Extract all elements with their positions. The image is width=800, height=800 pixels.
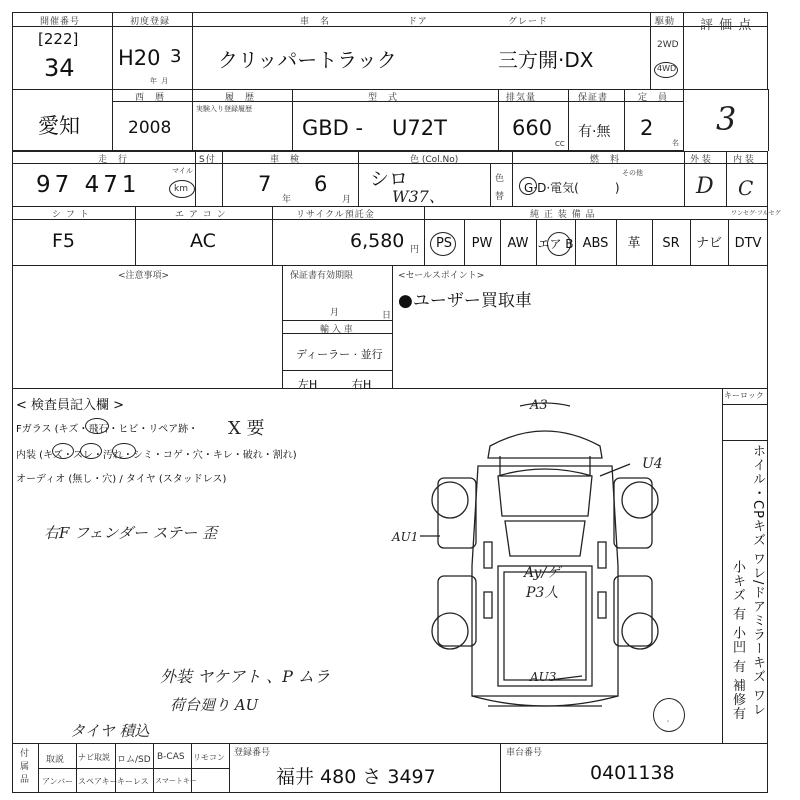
mileage-unit: km: [174, 184, 188, 194]
model-code: U72T: [392, 116, 447, 140]
interior: C: [738, 176, 754, 200]
warranty-expiry-label: 保証書有効期限: [290, 271, 354, 281]
recycle-label: リサイクル預託金: [296, 210, 375, 220]
attach-bcas: B-CAS: [157, 752, 185, 762]
color-label: 色 (Col.No): [410, 155, 459, 165]
import-left: 左H: [298, 378, 318, 391]
import-right: 右H: [352, 378, 372, 391]
interior-label: 内 装: [733, 155, 754, 165]
side-defects-1: ホイル・CPキズ ワレ/ドアミラーキズ ワレ: [750, 444, 765, 717]
equip-sr: SR: [662, 236, 680, 251]
attach-keyless: キーレス: [117, 777, 149, 786]
drive-4wd: 4WD: [657, 64, 677, 73]
diag-u4: U4: [642, 456, 663, 472]
glass-line: Fガラス (キズ・飛石・ヒビ・リペア跡・: [16, 424, 199, 435]
side-defects-2: 小キズ 有 小凹 有 補修有: [730, 560, 745, 721]
door-label: ドア: [408, 17, 428, 27]
color-code: W37、: [392, 187, 445, 206]
spare-tire-circle: [653, 698, 685, 732]
model-label: 型 式: [368, 93, 399, 103]
equipment-label: 純 正 装 備 品: [530, 210, 596, 220]
grade-label: グレード: [508, 17, 549, 27]
score-label: 評 価 点: [700, 18, 753, 33]
exterior: D: [696, 174, 714, 199]
chassis-label: 車台番号: [506, 748, 543, 758]
glass-mark: X 要: [228, 418, 265, 439]
attach-remote: リモコン: [193, 753, 225, 762]
venue-label: 開催番号: [40, 17, 81, 27]
attachments-label: 付属品: [20, 749, 30, 785]
warranty-label: 保証書: [578, 93, 609, 103]
capacity-unit: 名: [672, 139, 679, 147]
interior-rub-circle: [80, 443, 102, 459]
plate-number: 福井 480 さ 3497: [276, 766, 436, 788]
keylock-label: キーロック: [724, 391, 764, 400]
inspector-title: < 検査員記入欄 >: [16, 398, 125, 413]
ac: AC: [190, 230, 216, 252]
car-name-label: 車 名: [300, 17, 331, 27]
attach-smart-key: スマートキー: [155, 777, 197, 785]
diag-a3: A3: [530, 398, 548, 413]
displacement: 660: [512, 116, 553, 140]
model-prefix: GBD -: [302, 116, 364, 140]
mileage-unit-top: マイル: [172, 167, 193, 175]
fuel-other: その他: [622, 169, 643, 177]
mileage: 97 471: [36, 172, 141, 198]
attach-rom: ロム/SD: [117, 755, 151, 765]
equip-leather: 革: [627, 236, 641, 251]
lot-number: 34: [44, 54, 75, 82]
caution-label: <注意事項>: [118, 271, 170, 281]
interior-scratch-circle: [52, 443, 74, 459]
score-value: 3: [716, 100, 737, 138]
venue-number: [222]: [38, 30, 79, 48]
history-sub: 実験入り登録履歴: [196, 105, 252, 113]
fuel-label: 燃 料: [590, 155, 621, 165]
year: 2008: [128, 118, 172, 138]
diag-au1: AU1: [392, 530, 419, 544]
first-reg-label: 初度登録: [130, 17, 171, 27]
first-reg-era: H20: [118, 46, 161, 70]
sales-point-label: <セールスポイント>: [398, 271, 485, 281]
diag-bed: Ay/ゲ: [524, 565, 561, 581]
recycle-unit: 円: [410, 245, 420, 255]
equip-ps: PS: [435, 236, 453, 251]
capacity-label: 定 員: [638, 93, 669, 103]
attach-navi-manual: ナビ取説: [78, 753, 110, 762]
note-bed: 荷台廻り AU: [170, 696, 259, 714]
warranty-expiry-day: 日: [382, 311, 392, 321]
equip-airbag: エア B: [537, 237, 574, 251]
recycle: 6,580: [350, 230, 405, 252]
first-reg-month: 3: [170, 46, 182, 67]
chassis-number: 0401138: [590, 762, 675, 784]
chip-circle: [85, 418, 109, 434]
ac-label: エ ア コ ン: [175, 210, 227, 220]
car-name: クリッパートラック: [218, 48, 397, 72]
drive-2wd: 2WD: [657, 40, 679, 50]
dtv-header: ワンセグ·フルセグ: [731, 210, 781, 217]
color-change-label: 色替: [495, 174, 506, 202]
insp-month: 6: [314, 172, 328, 196]
displacement-label: 排気量: [506, 93, 537, 103]
capacity: 2: [640, 116, 654, 140]
mileage-label: 走 行: [98, 155, 129, 165]
insp-month-unit: 月: [342, 195, 353, 205]
warranty-expiry-month: 月: [330, 308, 341, 318]
warranty: 有·無: [578, 124, 611, 140]
first-reg-sub: 年 月: [150, 77, 170, 85]
equip-dtv: DTV: [734, 236, 762, 251]
diag-au3: AU3: [530, 670, 557, 684]
import-dealer: ディーラー · 並行: [296, 348, 383, 361]
insp-year-unit: 年: [282, 195, 293, 205]
shift-label: シ フ ト: [52, 210, 90, 220]
color: シロ: [370, 168, 409, 190]
displacement-unit: CC: [555, 140, 565, 148]
grade: 三方開·DX: [498, 48, 594, 72]
drive-label: 駆動: [655, 17, 676, 27]
import-label: 輸 入 車: [320, 325, 353, 335]
equip-abs: ABS: [582, 236, 609, 251]
attach-manual: 取説: [46, 755, 65, 765]
equip-navi: ナビ: [695, 236, 722, 251]
note-fender: 右F フェンダー ステー 歪: [44, 524, 218, 542]
inspection-label: 車 検: [270, 155, 301, 165]
history-label: 履 歴: [225, 93, 256, 103]
shift: F5: [52, 230, 76, 252]
interior-line: 内装 (キズ・スレ・汚れ・シミ・コゲ・穴・キレ・破れ・割れ): [16, 450, 297, 461]
region: 愛知: [38, 114, 80, 138]
interior-dirt-circle: [112, 443, 136, 459]
sales-point: ●ユーザー買取車: [398, 291, 532, 311]
plate-label: 登録番号: [234, 748, 271, 758]
fuel-options: G·D·電気( ): [524, 181, 620, 195]
note-tire: タイヤ 積込: [70, 722, 150, 740]
insp-year: 7: [258, 172, 272, 196]
audio-line: オーディオ (無し・穴) / タイヤ (スタッドレス): [16, 474, 227, 485]
equip-aw: AW: [507, 236, 529, 251]
year-label: 西 暦: [135, 93, 166, 103]
attach-amber: アンバー: [42, 777, 74, 786]
note-exterior: 外装 ヤケアト 、P ムラ: [160, 667, 331, 686]
attach-spare-key: スペアキー: [78, 777, 118, 786]
equip-pw: PW: [471, 236, 493, 251]
diag-bed2: P3人: [526, 585, 559, 601]
meter-label: S付: [199, 155, 216, 165]
exterior-label: 外 装: [690, 155, 711, 165]
